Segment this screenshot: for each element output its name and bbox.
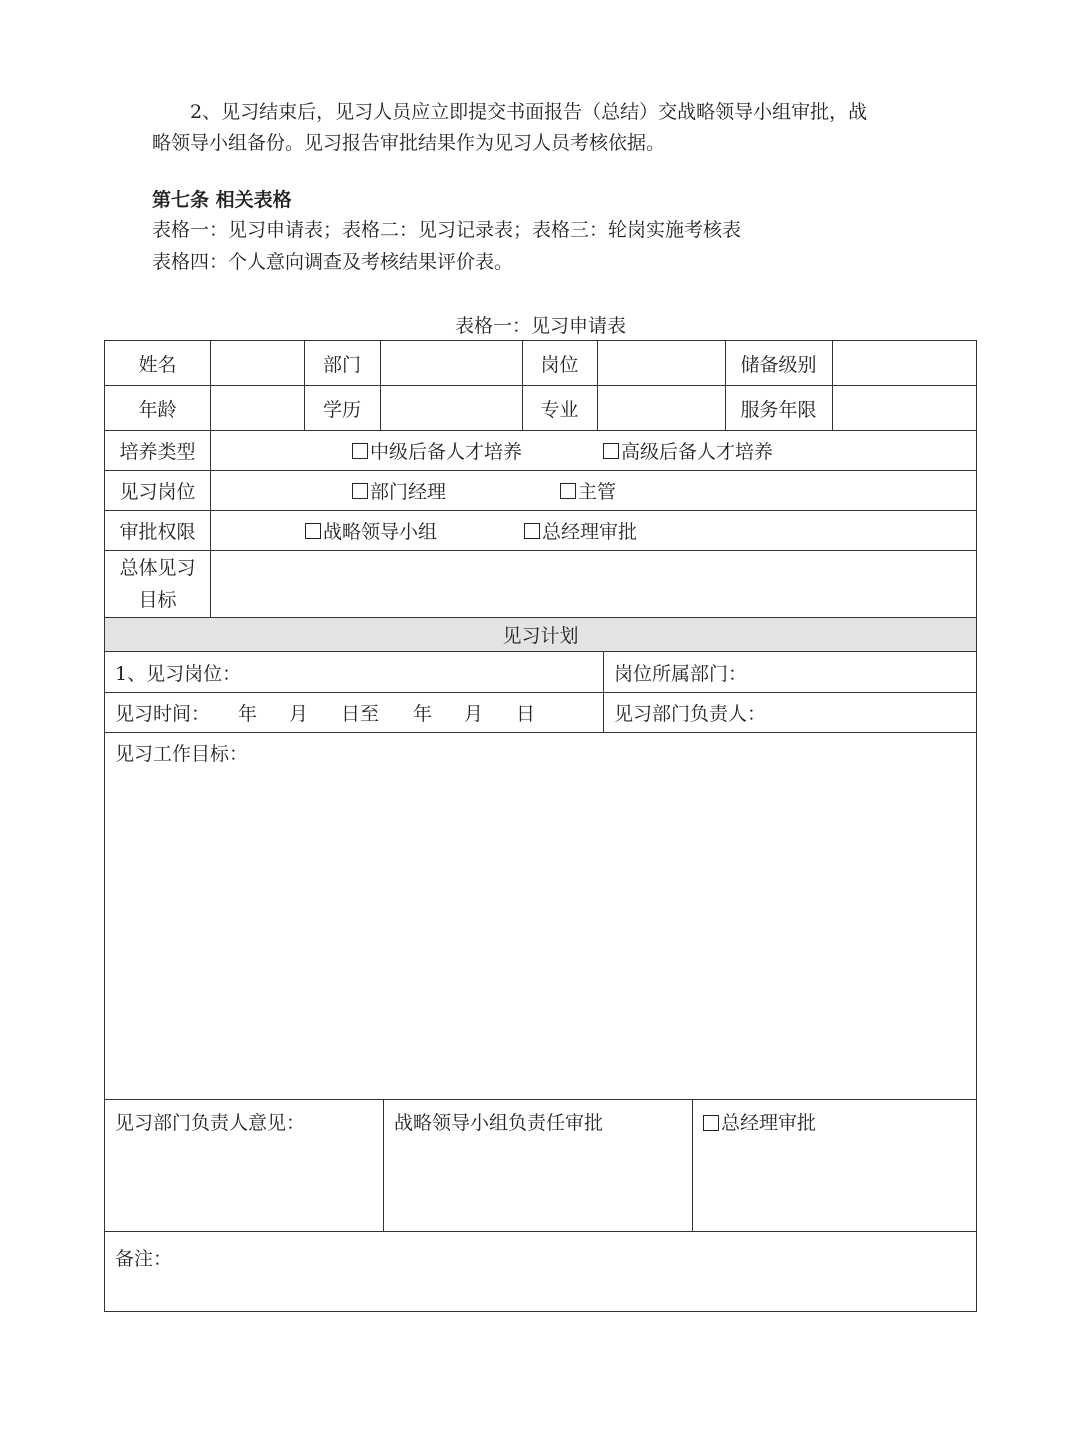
article-title: 第七条 相关表格 — [152, 189, 292, 211]
option-label: 部门经理 — [370, 481, 447, 503]
option-label: 主管 — [578, 481, 617, 503]
checkbox-icon[interactable] — [305, 523, 321, 539]
label-major: 专业 — [540, 398, 579, 421]
para1-line2: 略领导小组备份。见习报告审批结果作为见习人员考核依据。 — [152, 132, 666, 154]
label-service-years: 服务年限 — [740, 398, 817, 421]
label-name: 姓名 — [138, 353, 177, 376]
para1-line1: 2、见习结束后，见习人员应立即提交书面报告（总结）交战略领导小组审批，战 — [190, 101, 868, 123]
option-senior-level[interactable] — [603, 431, 773, 470]
label-overall-goal-line2: 目标 — [138, 589, 177, 611]
intern-post-options — [211, 471, 976, 510]
day-to-label: 日至 — [341, 703, 380, 725]
checkbox-icon[interactable] — [352, 443, 368, 459]
option-supervisor[interactable] — [560, 471, 616, 510]
year-label: 年 — [238, 703, 258, 725]
form-title: 表格一：见习申请表 — [454, 315, 626, 337]
label-gm-approval: 总经理审批 — [721, 1112, 817, 1134]
option-strategy-group[interactable] — [305, 511, 437, 550]
option-gm-approval[interactable] — [524, 511, 637, 550]
label-post: 岗位 — [540, 353, 579, 376]
option-label: 战略领导小组 — [323, 521, 438, 543]
option-label: 总经理审批 — [542, 521, 638, 543]
field-major[interactable] — [598, 387, 725, 430]
field-age[interactable] — [211, 387, 304, 430]
plan-time-row[interactable] — [105, 693, 603, 732]
field-dept[interactable] — [381, 342, 522, 385]
label-remarks: 备注： — [115, 1248, 173, 1270]
label-plan-time: 见习时间： — [115, 703, 211, 725]
checkbox-icon[interactable] — [524, 523, 540, 539]
tables-list-line1: 表格一：见习申请表；表格二：见习记录表；表格三：轮岗实施考核表 — [152, 219, 742, 241]
strategy-group-approval[interactable] — [384, 1100, 692, 1231]
training-type-options — [211, 431, 976, 470]
option-label: 高级后备人才培养 — [621, 441, 774, 463]
label-education: 学历 — [322, 398, 361, 421]
month-label: 月 — [464, 703, 484, 725]
gm-approval[interactable] — [693, 1100, 976, 1231]
label-strategy-group-approval: 战略领导小组负责任审批 — [394, 1112, 604, 1134]
label-approval: 审批权限 — [119, 521, 196, 543]
year-label: 年 — [413, 703, 433, 725]
work-goal-area[interactable] — [105, 733, 976, 1099]
internship-application-form — [104, 340, 977, 1312]
paragraph-report-submission — [152, 97, 942, 159]
checkbox-icon[interactable] — [603, 443, 619, 459]
option-dept-manager[interactable] — [352, 471, 446, 510]
option-label: 中级后备人才培养 — [370, 441, 523, 463]
checkbox-icon[interactable] — [560, 483, 576, 499]
option-mid-level[interactable] — [352, 431, 522, 470]
label-overall-goal — [105, 551, 210, 617]
field-reserve-level[interactable] — [833, 342, 976, 385]
label-plan-dept[interactable]: 岗位所属部门： — [614, 662, 748, 685]
label-overall-goal-line1: 总体见习 — [119, 557, 196, 579]
label-plan-post[interactable]: 1、见习岗位： — [115, 662, 242, 685]
field-post[interactable] — [598, 342, 725, 385]
remarks-area[interactable] — [105, 1232, 976, 1311]
dept-head-opinion[interactable] — [105, 1100, 383, 1231]
field-name[interactable] — [211, 342, 304, 385]
field-overall-goal[interactable] — [211, 551, 976, 617]
label-reserve-level: 储备级别 — [740, 353, 817, 376]
checkbox-icon[interactable] — [352, 483, 368, 499]
field-education[interactable] — [381, 387, 522, 430]
checkbox-icon[interactable] — [703, 1115, 719, 1131]
day-label: 日 — [516, 703, 536, 725]
tables-list-line2: 表格四：个人意向调查及考核结果评价表。 — [152, 251, 514, 273]
field-service-years[interactable] — [833, 387, 976, 430]
label-work-goal: 见习工作目标： — [115, 743, 249, 765]
label-age: 年龄 — [138, 398, 177, 421]
label-intern-post: 见习岗位 — [119, 481, 196, 503]
plan-header: 见习计划 — [502, 625, 579, 647]
approval-options — [211, 511, 976, 550]
label-dept: 部门 — [322, 353, 361, 376]
label-training-type: 培养类型 — [119, 441, 196, 463]
label-plan-head[interactable]: 见习部门负责人： — [614, 703, 767, 725]
label-dept-head-opinion: 见习部门负责人意见： — [115, 1112, 306, 1134]
month-label: 月 — [289, 703, 309, 725]
